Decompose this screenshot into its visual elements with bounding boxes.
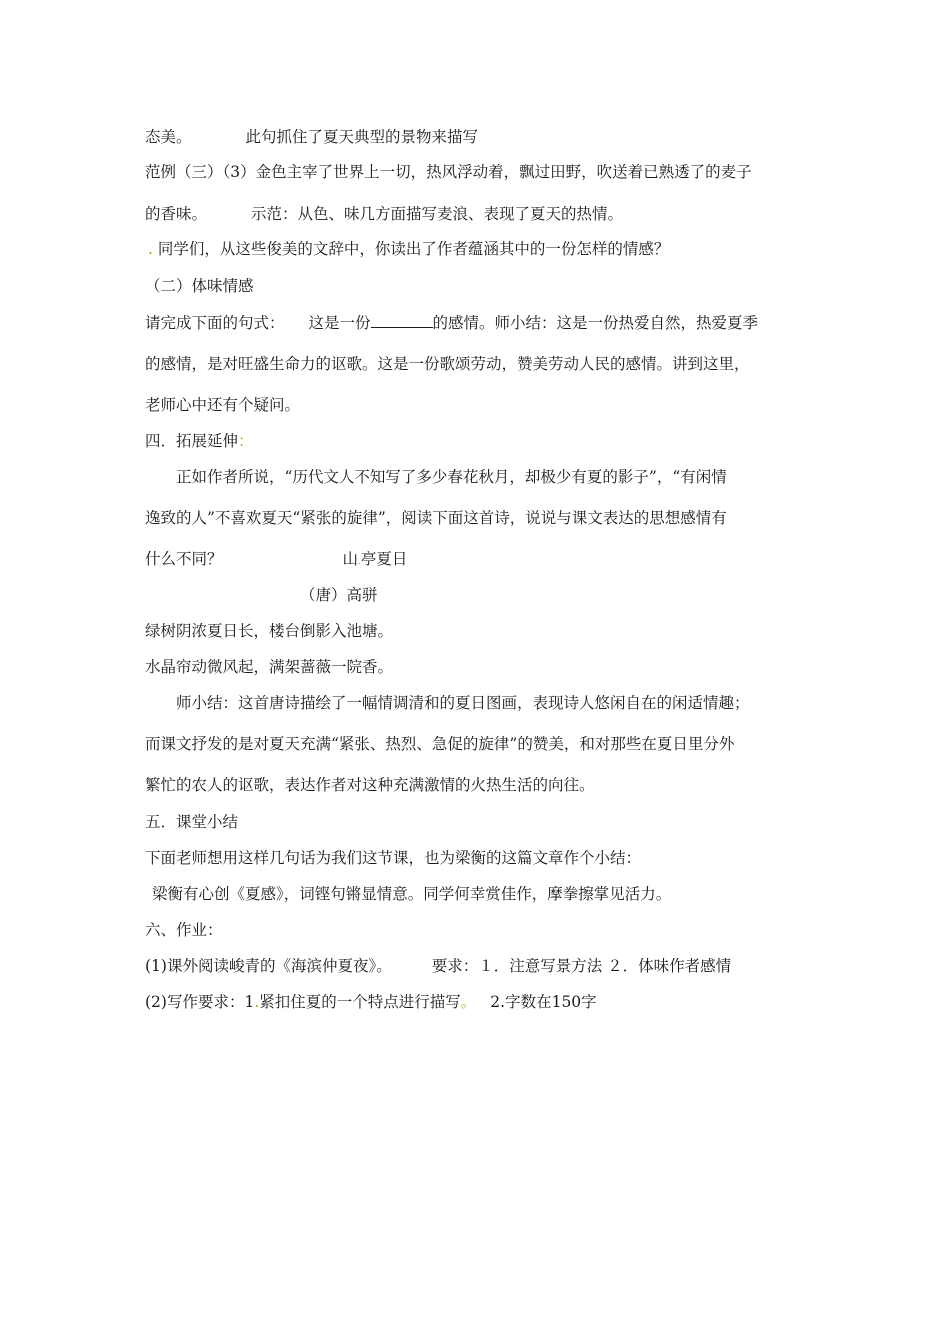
line-10: 正如作者所说，“历代文人不知写了多少春花秋月，却极少有夏的影子”，“有闲情 — [176, 468, 727, 486]
homework-2-dot-2: 。 — [460, 993, 477, 1011]
line-21: 梁衡有心创《夏感》，词铿句锵显情意。同学何幸赏佳作，摩拳擦掌见活力。 — [152, 885, 672, 903]
line-8: 老师心中还有个疑问。 — [145, 396, 301, 414]
poem-line-1: 绿树阴浓夏日长，楼台倒影入池塘。 — [145, 622, 394, 640]
section-heading-4 — [145, 431, 820, 451]
line-2: 范例（三）（3）金色主宰了世界上一切，热风浮动着，飘过田野，吹送着已熟透了的麦子 — [145, 163, 752, 181]
line-3 — [145, 204, 820, 224]
line-1 — [145, 127, 820, 147]
line-11: 逸致的人”不喜欢夏天“紧张的旋律”，阅读下面这首诗，说说与课文表达的思想感情有 — [145, 509, 727, 527]
section-heading-4-text: 四．拓展延伸 — [145, 432, 239, 450]
line-20: 下面老师想用这样几句话为我们这节课，也为梁衡的这篇文章作个小结： — [145, 849, 642, 867]
line-1-part-b: 此句抓住了夏天典型的景物来描写 — [245, 128, 479, 146]
line-6-part-c: 的感情。师小结：这是一份热爱自然，热爱夏季 — [432, 314, 759, 332]
poem-title-dot: . — [358, 557, 361, 567]
section-heading-6: 六、作业： — [145, 921, 223, 939]
line-7: 的感情，是对旺盛生命力的讴歌。这是一份歌颂劳动，赞美劳动人民的感情。讲到这里， — [145, 355, 750, 373]
section-heading-5: 五．课堂小结 — [145, 813, 239, 831]
homework-2-part-b: 紧扣住夏的一个特点进行描写 — [259, 993, 461, 1011]
line-4 — [148, 239, 820, 259]
mark-dot: . — [148, 240, 153, 258]
homework-2 — [145, 992, 820, 1012]
line-3-part-a: 的香味。 — [145, 205, 208, 223]
line-6 — [145, 313, 820, 333]
poem-line-2: 水晶帘动微风起，满架蔷薇一院香。 — [145, 658, 394, 676]
homework-2-part-c: 2.字数在150字 — [490, 993, 597, 1011]
poem-author: （唐）高骈 — [300, 586, 378, 604]
homework-1-part-b: 要求：１．注意写景方法 ２．体味作者感情 — [431, 957, 732, 975]
line-6-part-a: 请完成下面的句式： — [145, 314, 285, 332]
line-12 — [145, 549, 820, 572]
line-18: 繁忙的农人的讴歌，表达作者对这种充满激情的火热生活的向往。 — [145, 776, 595, 794]
section-heading-4-colon: ： — [238, 432, 254, 450]
homework-2-part-a: (2)写作要求：1 — [145, 993, 255, 1011]
line-17: 而课文抒发的是对夏天充满“紧张、热烈、急促的旋律”的赞美，和对那些在夏日里分外 — [145, 735, 735, 753]
homework-1-part-a: (1)课外阅读峻青的《海滨仲夏夜》。 — [145, 957, 392, 975]
line-3-part-b: 示范：从色、味几方面描写麦浪、表现了夏天的热情。 — [251, 205, 624, 223]
line-16: 师小结：这首唐诗描绘了一幅情调清和的夏日图画，表现诗人悠闲自在的闲适情趣； — [176, 694, 750, 712]
section-heading-2: （二）体味情感 — [145, 277, 254, 295]
line-1-part-a: 态美。 — [145, 128, 192, 146]
poem-title-rest: 亭夏日 — [360, 550, 408, 568]
homework-2-dot-1: . — [254, 993, 260, 1011]
homework-1 — [145, 956, 820, 976]
fill-blank — [371, 314, 433, 328]
line-12-part-a: 什么不同？ — [145, 550, 223, 568]
poem-title-char: 山 — [342, 550, 359, 568]
line-4-text: 同学们，从这些俊美的文辞中，你读出了作者蕴涵其中的一份怎样的情感？ — [157, 240, 670, 258]
line-6-part-b: 这是一份 — [308, 314, 371, 332]
